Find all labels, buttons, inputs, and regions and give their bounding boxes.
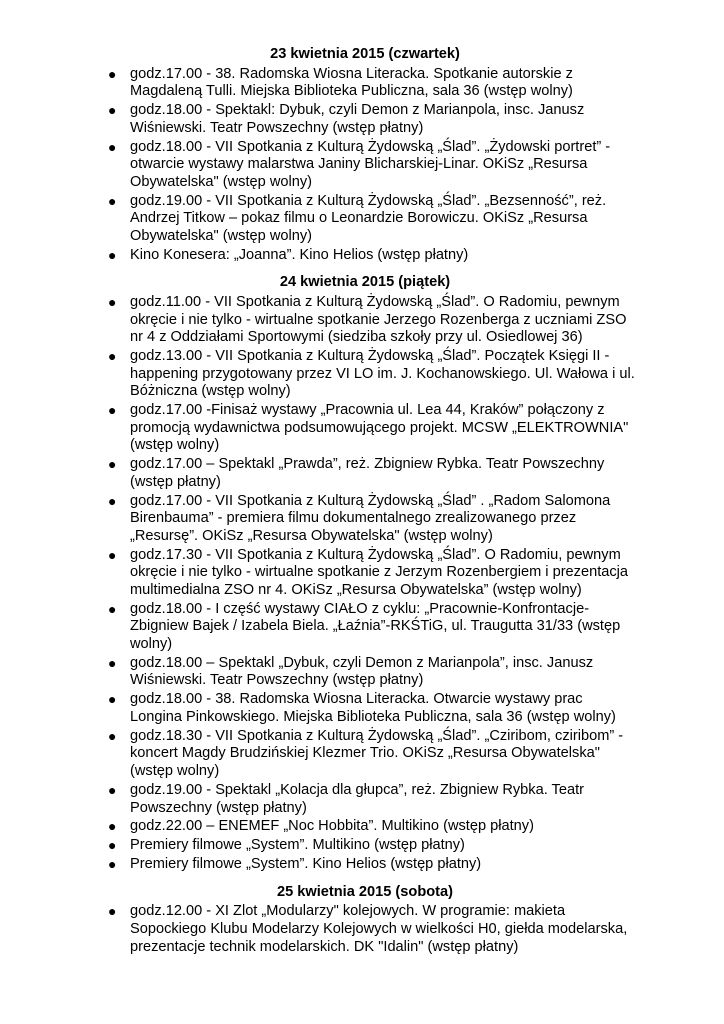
list-item bbox=[0, 493, 724, 546]
bullet-icon: ● bbox=[108, 691, 117, 708]
day-section-24 bbox=[0, 274, 724, 873]
bullet-icon: ● bbox=[108, 456, 117, 473]
list-item bbox=[0, 402, 724, 455]
event-text: Kino Konesera: „Joanna”. Kino Helios (wstęp płatny) bbox=[130, 246, 469, 263]
event-text: godz.13.00 - VII Spotkania z Kulturą Żydowską „Ślad”. Początek Księgi II - happening przygotowany przez VI LO im. J. Kochanowskiego. Ul. Wałowa i ul. Bóżniczna (wstęp wolny) bbox=[130, 347, 635, 400]
bullet-icon: ● bbox=[108, 492, 117, 509]
list-item bbox=[0, 102, 724, 137]
bullet-icon: ● bbox=[108, 293, 117, 310]
event-text: godz.12.00 - XI Zlot „Modularzy" kolejowych. W programie: makieta Sopockiego Klubu Modelarzy Kolejowych w wielkości H0, giełda modelarska, prezentacje technik modelarskich. DK "Idalin" (wstęp płatny) bbox=[130, 903, 628, 955]
list-item bbox=[0, 348, 724, 401]
event-text: godz.22.00 – ENEMEF „Noc Hobbita”. Multikino (wstęp płatny) bbox=[130, 818, 534, 835]
event-text: godz.18.00 - I część wystawy CIAŁO z cyklu: „Pracownie-Konfrontacje- Zbigniew Bajek / Izabela Biela. „Łaźnia”-RKŚTiG, ul. Traugutta 31/33 (wstęp wolny) bbox=[130, 600, 621, 652]
day-heading: 25 kwietnia 2015 (sobota) bbox=[276, 883, 453, 900]
event-list bbox=[0, 66, 724, 265]
list-item bbox=[0, 691, 724, 726]
day-heading: 23 kwietnia 2015 (czwartek) bbox=[270, 46, 460, 62]
event-text: godz.17.00 -Finisaż wystawy „Pracownia ul. Lea 44, Kraków” połączony z promocją wydawnictwa podsumowującego projekt. MCSW „ELEKTROWNIA" (wstęp wolny) bbox=[130, 402, 629, 454]
bullet-icon: ● bbox=[108, 600, 117, 617]
event-text: godz.18.00 - VII Spotkania z Kulturą Żydowską „Ślad”. „Żydowski portret” - otwarcie wystawy malarstwa Janiny Blicharskiej-Linar. OKiSz „Resursa Obywatelska" (wstęp wolny) bbox=[130, 138, 611, 190]
bullet-icon: ● bbox=[108, 654, 117, 671]
event-text: godz.18.00 - 38. Radomska Wiosna Literacka. Otwarcie wystawy prac Longina Pinkowskiego. Miejska Biblioteka Publiczna, sala 36 (wstęp wolny) bbox=[130, 691, 616, 725]
list-item bbox=[0, 856, 724, 874]
list-item bbox=[0, 547, 724, 600]
bullet-icon: ● bbox=[108, 781, 117, 798]
event-text: godz.17.00 – Spektakl „Prawda”, reż. Zbigniew Rybka. Teatr Powszechny (wstęp płatny) bbox=[130, 456, 605, 490]
bullet-icon: ● bbox=[108, 192, 117, 209]
day-section-23 bbox=[0, 46, 724, 264]
event-list bbox=[0, 294, 724, 874]
bullet-icon: ● bbox=[108, 65, 117, 82]
list-item bbox=[0, 601, 724, 654]
event-text: godz.19.00 - Spektakl „Kolacja dla głupca”, reż. Zbigniew Rybka. Teatr Powszechny (wstęp płatny) bbox=[130, 781, 584, 816]
event-text: Premiery filmowe „System”. Kino Helios (wstęp płatny) bbox=[130, 856, 482, 873]
event-text: godz.17.00 - VII Spotkania z Kulturą Żydowską „Ślad” . „Radom Salomona Birenbauma” - premiera filmu dokumentalnego zrealizowanego przez „Resursę”. OKiSz „Resursa Obywatelska" (wstęp wolny) bbox=[130, 492, 611, 544]
bullet-icon: ● bbox=[108, 402, 117, 419]
event-text: Premiery filmowe „System”. Multikino (wstęp płatny) bbox=[130, 837, 465, 854]
list-item bbox=[0, 456, 724, 491]
document-page bbox=[0, 46, 724, 957]
bullet-icon: ● bbox=[108, 727, 117, 744]
list-item bbox=[0, 837, 724, 855]
event-text: godz.19.00 - VII Spotkania z Kulturą Żydowską „Ślad”. „Bezsenność”, reż. Andrzej Titkow – pokaz filmu o Leonardzie Borowiczu. OKiSz „Resursa Obywatelska" (wstęp wolny) bbox=[130, 192, 607, 244]
list-item bbox=[0, 294, 724, 347]
event-text: godz.18.30 - VII Spotkania z Kulturą Żydowską „Ślad”. „Cziribom, cziribom” - koncert Magdy Brudzińskiej Klezmer Trio. OKiSz „Resursa Obywatelska" (wstęp wolny) bbox=[130, 727, 624, 780]
bullet-icon: ● bbox=[108, 246, 117, 263]
list-item bbox=[0, 818, 724, 836]
list-item bbox=[0, 139, 724, 192]
list-item bbox=[0, 782, 724, 817]
event-text: godz.18.00 - Spektakl: Dybuk, czyli Demon z Marianpola, insc. Janusz Wiśniewski. Teatr Powszechny (wstęp płatny) bbox=[130, 102, 585, 136]
list-item bbox=[0, 728, 724, 781]
bullet-icon: ● bbox=[108, 138, 117, 155]
list-item bbox=[0, 193, 724, 246]
day-heading: 24 kwietnia 2015 (piątek) bbox=[279, 274, 451, 291]
day-section-25 bbox=[0, 884, 724, 956]
bullet-icon: ● bbox=[108, 837, 117, 854]
event-text: godz.11.00 - VII Spotkania z Kulturą Żydowską „Ślad”. O Radomiu, pewnym okręcie i nie tylko - wirtualne spotkanie Jerzego Rozenberga z uczniami ZSO nr 4 z Oddziałami Sportowymi (siedziba szkoły przy ul. Osiedlowej 36) bbox=[130, 293, 627, 346]
list-item bbox=[0, 247, 724, 265]
event-text: godz.17.00 - 38. Radomska Wiosna Literacka. Spotkanie autorskie z Magdaleną Tulli. Miejska Biblioteka Publiczna, sala 36 (wstęp wolny) bbox=[130, 65, 573, 100]
bullet-icon: ● bbox=[108, 102, 117, 119]
event-list bbox=[0, 903, 724, 956]
list-item bbox=[0, 655, 724, 690]
event-text: godz.18.00 – Spektakl „Dybuk, czyli Demon z Marianpola”, insc. Janusz Wiśniewski. Teatr Powszechny (wstęp płatny) bbox=[130, 654, 594, 689]
bullet-icon: ● bbox=[108, 903, 117, 920]
bullet-icon: ● bbox=[108, 546, 117, 563]
bullet-icon: ● bbox=[108, 347, 117, 364]
bullet-icon: ● bbox=[108, 818, 117, 835]
bullet-icon: ● bbox=[108, 856, 117, 873]
list-item bbox=[0, 66, 724, 101]
list-item bbox=[0, 903, 724, 956]
event-text: godz.17.30 - VII Spotkania z Kulturą Żydowską „Ślad”. O Radomiu, pewnym okręcie i nie tylko - wirtualne spotkanie z Jerzym Rozenbergiem i prezentacja multimedialna ZSO nr 4. OKiSz „Resursa Obywatelska” (wstęp wolny) bbox=[130, 546, 629, 598]
